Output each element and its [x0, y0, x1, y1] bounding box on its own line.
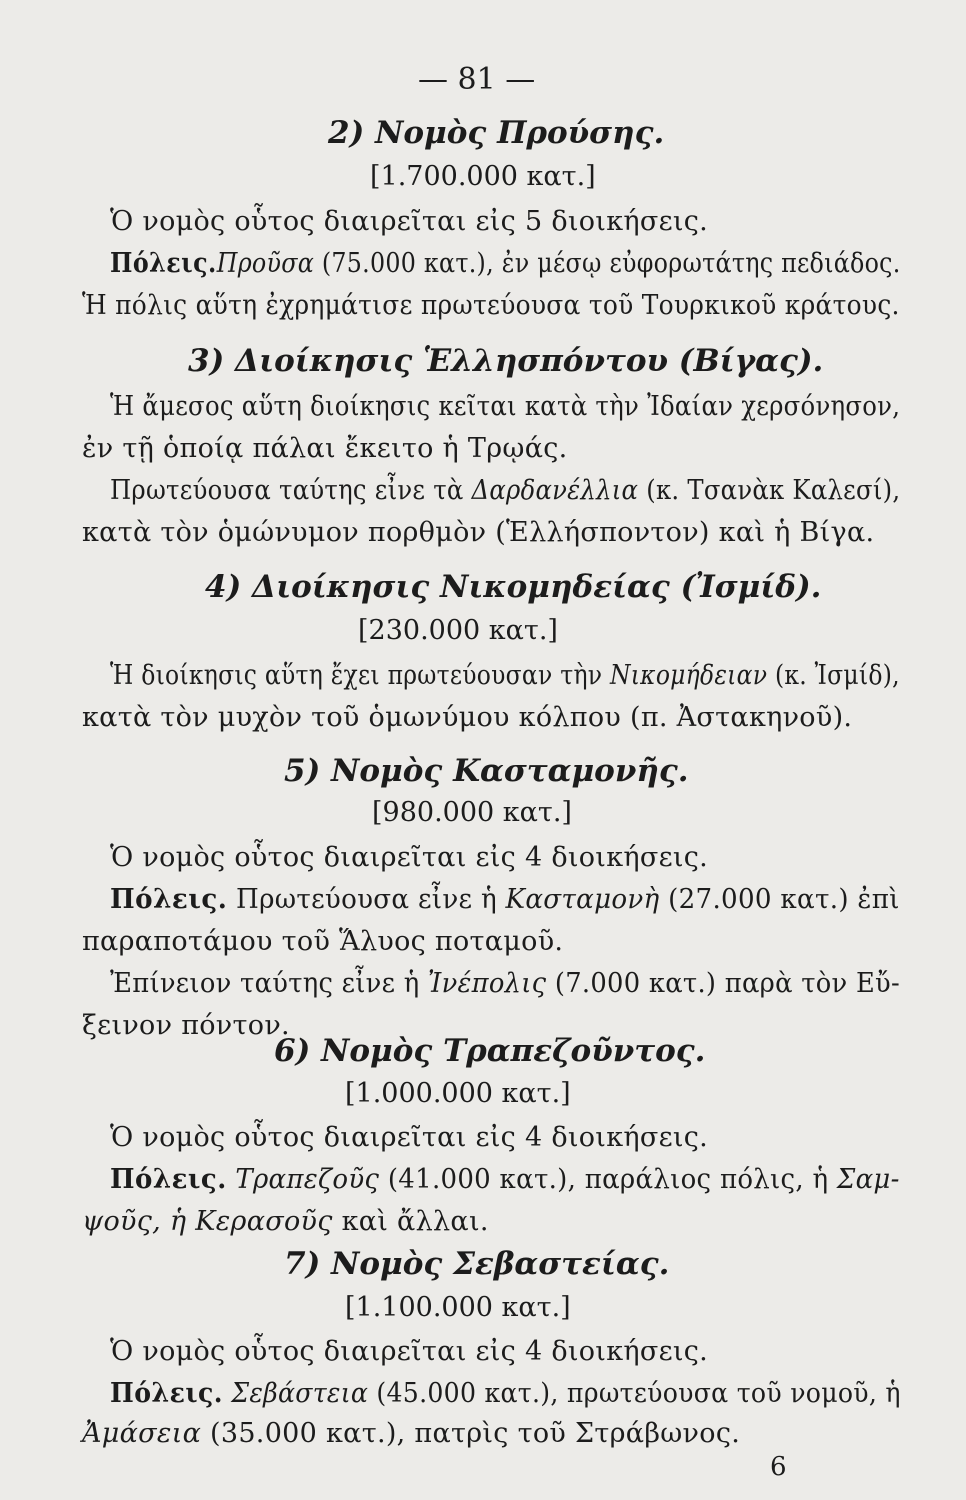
text-line: Ἡ πόλις αὕτη ἐχρημάτισε πρωτεύουσα τοῦ Τουρκικοῦ κράτους.	[82, 290, 900, 321]
heading-nomos-sevasteias: 7) Νομὸς Σεβαστείας.	[284, 1246, 670, 1282]
text-fragment: Πρωτεύουσα εἶνε ἡ	[235, 884, 497, 915]
text-fragment: (κ. Ἰσμίδ),	[774, 660, 900, 691]
cities-label: Πόλεις.	[110, 248, 217, 279]
text-fragment: (45.000 κατ.), πρωτεύουσα τοῦ νομοῦ, ἡ	[376, 1378, 901, 1409]
text-line	[110, 883, 900, 917]
population-nikomideias: [230.000 κατ.]	[358, 615, 558, 646]
text-line	[110, 967, 900, 1001]
population-sevasteias: [1.100.000 κατ.]	[345, 1292, 571, 1323]
city-name: Ἰνέπολις	[427, 968, 547, 999]
city-name: ψοῦς, ἡ Κερασοῦς	[82, 1206, 333, 1237]
city-name: Σαμ-	[836, 1164, 900, 1195]
text-fragment: Πρωτεύουσα ταύτης εἶνε τὰ	[110, 475, 464, 506]
population-kastamonis: [980.000 κατ.]	[372, 797, 572, 828]
text-line	[110, 247, 901, 281]
population-trapezountos: [1.000.000 κατ.]	[345, 1078, 571, 1109]
heading-nomos-trapezountos: 6) Νομὸς Τραπεζοῦντος.	[274, 1033, 706, 1069]
city-name: Νικομήδειαν	[609, 660, 768, 691]
heading-nomos-prousis: 2) Νομὸς Προύσης.	[328, 115, 665, 151]
city-name: Προῦσα	[216, 248, 315, 279]
city-name: Τραπεζοῦς	[235, 1164, 380, 1195]
signature-mark: 6	[770, 1452, 787, 1482]
text-line	[82, 1205, 489, 1239]
text-fragment: (75.000 κατ.), ἐν μέσῳ εὐφορωτάτης πεδιάδος.	[321, 248, 901, 279]
heading-nomos-kastamonis: 5) Νομὸς Κασταμονῆς.	[284, 753, 689, 789]
text-fragment: (κ. Τσανὰκ Καλεσί),	[646, 475, 901, 506]
text-line: ξεινον πόντον.	[82, 1010, 290, 1041]
text-line: Ὁ νομὸς οὗτος διαιρεῖται εἰς 4 διοικήσεις.	[110, 1336, 709, 1367]
text-fragment: Ἐπίνειον ταύτης εἶνε ἡ	[110, 968, 420, 999]
city-name: Κασταμονὴ	[505, 884, 660, 915]
cities-label: Πόλεις.	[110, 1378, 224, 1409]
text-line: Ὁ νομὸς οὗτος διαιρεῖται εἰς 4 διοικήσεις.	[110, 1122, 709, 1153]
page-number: — 81 —	[418, 62, 536, 97]
text-fragment: (7.000 κατ.) παρὰ τὸν Εὔ-	[554, 968, 901, 999]
city-name: Σεβάστεια	[231, 1378, 369, 1409]
heading-dioikisis-nikomideias: 4) Διοίκησις Νικομηδείας (Ἰσμίδ).	[205, 569, 822, 605]
city-name: Δαρδανέλλια	[471, 475, 639, 506]
text-line: κατὰ τὸν ὁμώνυμον πορθμὸν (Ἑλλήσποντον) καὶ ἡ Βίγα.	[82, 517, 875, 548]
text-line: ἐν τῇ ὁποίᾳ πάλαι ἔκειτο ἡ Τρῳάς.	[82, 433, 568, 464]
text-fragment: (35.000 κατ.), πατρὶς τοῦ Στράβωνος.	[210, 1418, 741, 1449]
text-line	[110, 1163, 900, 1197]
cities-label: Πόλεις.	[110, 884, 228, 915]
cities-label: Πόλεις.	[110, 1164, 227, 1195]
city-name: Ἀμάσεια	[82, 1418, 202, 1449]
text-fragment: καὶ ἄλλαι.	[341, 1206, 489, 1237]
text-line: Ὁ νομὸς οὗτος διαιρεῖται εἰς 5 διοικήσεις.	[110, 206, 709, 237]
text-fragment: (41.000 κατ.), παράλιος πόλις, ἡ	[387, 1164, 829, 1195]
text-line: Ὁ νομὸς οὗτος διαιρεῖται εἰς 4 διοικήσεις.	[110, 842, 709, 873]
text-line: παραποτάμου τοῦ Ἅλυος ποταμοῦ.	[82, 926, 564, 957]
text-line	[110, 659, 900, 693]
text-line	[82, 1417, 740, 1451]
text-line	[110, 1377, 901, 1411]
text-line: κατὰ τὸν μυχὸν τοῦ ὁμωνύμου κόλπου (π. Ἀστακηνοῦ).	[82, 702, 853, 733]
heading-dioikisis-ellispontou: 3) Διοίκησις Ἑλλησπόντου (Βίγας).	[188, 343, 824, 379]
population-prousis: [1.700.000 κατ.]	[370, 161, 596, 192]
text-line: Ἡ ἄμεσος αὕτη διοίκησις κεῖται κατὰ τὴν Ἰδαίαν χερσόνησον,	[110, 391, 901, 422]
text-fragment: Ἡ διοίκησις αὕτη ἔχει πρωτεύουσαν τὴν	[110, 660, 603, 691]
text-fragment: (27.000 κατ.) ἐπὶ	[668, 884, 900, 915]
text-line	[110, 474, 900, 508]
